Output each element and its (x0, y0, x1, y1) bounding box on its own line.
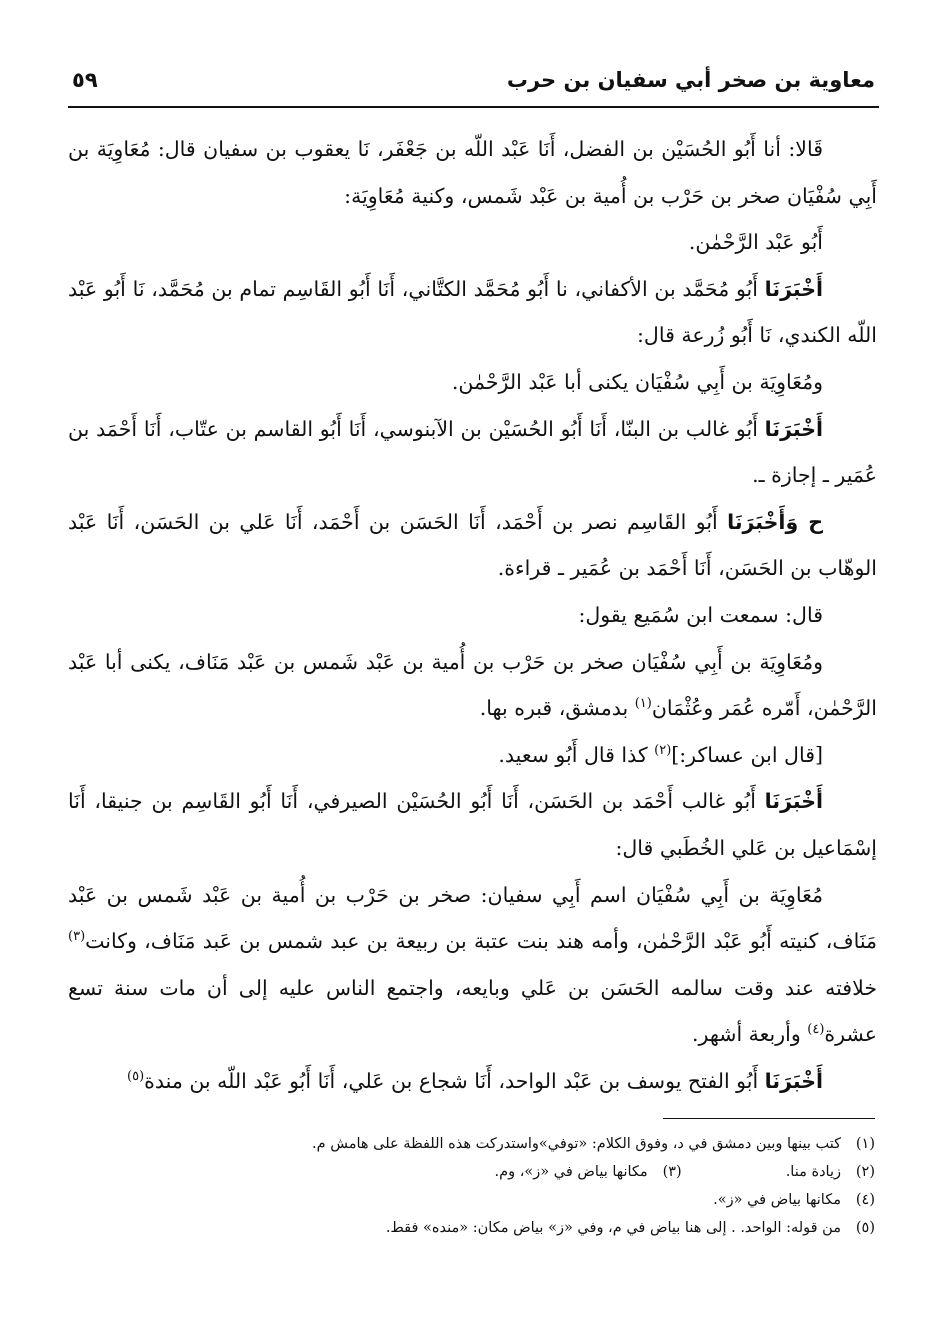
footnote-number: (١) (855, 1136, 875, 1152)
footnote-1 (120, 1130, 875, 1158)
footnote-text: من قوله: الواحد. . إلى هنا بياض في م، وفي «ز» بياض مكان: «منده» فقط. (385, 1220, 841, 1236)
footnote-5 (120, 1214, 875, 1242)
footnote-number: (٥) (855, 1220, 875, 1236)
paragraph-8-text-a: ومُعَاوِيَة بن أَبِي سُفْيَان صخر بن حَرْب بن أُمية بن عَبْد شَمس بن عَبْد مَنَاف، يكنى أبا عَبْد الرَّحْمٰن، أَمّره عُمَر وعُثْمَان (68, 649, 877, 721)
footnote-2-3 (120, 1158, 875, 1186)
footnotes (120, 1130, 875, 1242)
paragraph-12-text: أَبُو الفتح يوسف بن عَبْد الواحد، أَنَا شجاع بن عَلي، أَنَا أَبُو عَبْد اللّه بن مندة (144, 1068, 765, 1093)
paragraph-11-text-a: مُعَاوِيَة بن أَبِي سُفْيَان اسم أَبِي سفيان: صخر بن حَرْب بن أُمية بن عَبْد شَمس بن عَبْد مَنَاف، كنيته أَبُو عَبْد الرَّحْمٰن، وأمه هند بنت عتبة بن ربيعة بن عبد شمس بن عَبد مَنَاف، وكانت (68, 882, 877, 954)
paragraph-3-text: أَبُو مُحَمَّد بن الأكفاني، نا أَبُو مُحَمَّد الكتَّاني، أَنَا أَبُو القَاسِم تمام بن مُحَمَّد، نَا أَبُو عَبْد اللّه الكندي، نَا أَبُو زُرعة قال: (68, 276, 877, 348)
akhbarana-keyword: أَخْبَرَنَا (764, 789, 823, 814)
paragraph-11-text-c: وأربعة أشهر. (692, 1022, 808, 1047)
footnote-text: كتب بينها وبين دمشق في د، وفوق الكلام: «توفي»واستدركت هذه اللفظة على هامش م. (312, 1136, 841, 1152)
paragraph-3 (68, 266, 877, 359)
wa-akhbarana-keyword: ح وَأَخْبَرَنَا (727, 509, 823, 534)
akhbarana-keyword: أَخْبَرَنَا (764, 1068, 823, 1093)
page-header (72, 62, 875, 98)
paragraph-10 (68, 778, 877, 871)
paragraph-5-text: أَبُو غالب بن البنّا، أَنَا أَبُو الحُسَيْن بن الآبنوسي، أَنَا أَبُو القاسم بن عتّاب، أَنَا أَحْمَد بن عُمَير ـ إجازة ـ. (68, 416, 877, 488)
paragraph-9-text-a: [قال ابن عساكر:] (671, 742, 823, 767)
paragraph-12 (68, 1058, 877, 1105)
paragraph-2: أَبُو عَبْد الرَّحْمٰن. (688, 230, 823, 255)
footnote-4 (120, 1186, 875, 1214)
akhbarana-keyword: أَخْبَرَنَا (764, 276, 823, 301)
footnote-ref-3: (٣) (68, 929, 86, 945)
footnote-text: زيادة منا. (785, 1164, 841, 1180)
footnote-number: (٤) (855, 1192, 875, 1208)
paragraph-11-text-b: خلافته عند وقت سالمه الحَسَن بن عَلي وبايعه، واجتمع الناس عليه إلى أن مات سنة تسع عشرة (68, 975, 877, 1047)
footnote-separator (663, 1118, 875, 1119)
footnote-number: (٣) (662, 1164, 682, 1180)
footnote-number: (٢) (855, 1164, 875, 1180)
paragraph-9 (68, 732, 877, 779)
paragraph-5 (68, 406, 877, 499)
paragraph-1: قَالا: أنا أَبُو الحُسَيْن بن الفضل، أَنَا عَبْد اللّه بن جَعْفَر، نَا يعقوب بن سفيان قال: مُعَاوِيَة بن أَبِي سُفْيَان صخر بن حَرْب بن أُمية بن عَبْد شَمس، وكنية مُعَاوِيَة: (68, 137, 877, 208)
paragraph-6-text: أَبُو القَاسِم نصر بن أَحْمَد، أَنَا الحَسَن بن أَحْمَد، أَنَا عَلي بن الحَسَن، أَنَا عَبْد الوهّاب بن الحَسَن، أَنَا أَحْمَد بن عُمَير ـ قراءة. (68, 509, 877, 581)
akhbarana-keyword: أَخْبَرَنَا (764, 416, 823, 441)
body-text (68, 126, 877, 1104)
footnote-text: مكانها بياض في «ز»، وم. (494, 1164, 648, 1180)
footnote-ref-5: (٥) (127, 1069, 145, 1085)
footnote-ref-1: (١) (634, 696, 652, 712)
footnote-ref-4: (٤) (807, 1022, 825, 1038)
paragraph-9-text-b: كذا قال أَبُو سعيد. (498, 742, 655, 767)
header-rule (68, 106, 879, 108)
paragraph-10-text: أَبُو غالب أَحْمَد بن الحَسَن، أَنَا أَبُو الحُسَيْن الصيرفي، أَنَا أَبُو القَاسِم بن جنيقا، أَنَا إسْمَاعيل بن عَلي الخُطَبي قال: (68, 789, 877, 860)
paragraph-6 (68, 499, 877, 592)
footnote-text: مكانها بياض في «ز». (713, 1192, 841, 1208)
paragraph-4: ومُعَاوِيَة بن أَبِي سُفْيَان يكنى أبا عَبْد الرَّحْمٰن. (451, 369, 823, 394)
paragraph-8-text-b: بدمشق، قبره بها. (479, 696, 635, 721)
running-title: معاوية بن صخر أبي سفيان بن حرب (506, 68, 875, 92)
page-number: ٥٩ (72, 68, 98, 92)
paragraph-11 (68, 872, 877, 1058)
paragraph-7: قال: سمعت ابن سُمَيع يقول: (578, 602, 823, 627)
paragraph-8 (68, 639, 877, 732)
footnote-ref-2: (٢) (654, 742, 672, 758)
